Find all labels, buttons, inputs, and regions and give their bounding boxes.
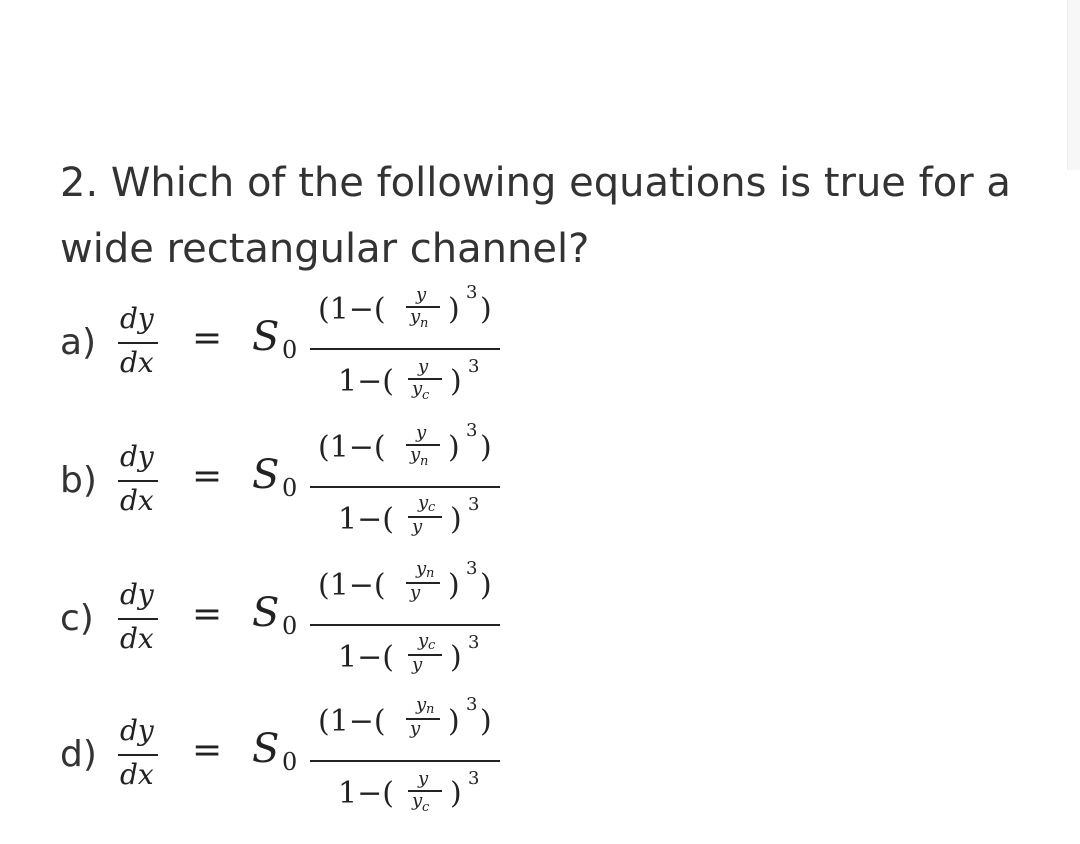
denominator-open: 1−(: [338, 502, 394, 537]
denominator-inner-bottom-sub: c: [422, 388, 430, 403]
derivative-fraction-bar: [118, 618, 158, 620]
main-fraction-bar: [310, 760, 500, 762]
numerator-end: ): [480, 568, 492, 603]
option-label: d): [60, 734, 97, 775]
denominator-close: ): [450, 776, 462, 811]
numerator-inner-top-sub: n: [426, 702, 435, 717]
denominator-inner-bottom: y: [412, 654, 423, 675]
slope-subscript: 0: [282, 612, 298, 640]
numerator-inner-bottom: y: [410, 306, 421, 327]
numerator-exponent: 3: [466, 694, 478, 715]
equals-sign: =: [192, 456, 223, 497]
main-fraction-bar: [310, 486, 500, 488]
numerator-open: (1−(: [318, 568, 386, 603]
slope-subscript: 0: [282, 336, 298, 364]
main-fraction-bar: [310, 348, 500, 350]
numerator-end: ): [480, 292, 492, 327]
numerator-exponent: 3: [466, 420, 478, 441]
denominator-close: ): [450, 640, 462, 675]
derivative-numerator: dy: [120, 440, 154, 473]
denominator-inner-top: y: [418, 630, 429, 651]
denominator-open: 1−(: [338, 776, 394, 811]
numerator-open: (1−(: [318, 704, 386, 739]
slope-subscript: 0: [282, 748, 298, 776]
denominator-open: 1−(: [338, 640, 394, 675]
derivative-numerator: dy: [120, 302, 154, 335]
denominator-exponent: 3: [468, 494, 480, 515]
numerator-close: ): [448, 292, 460, 327]
numerator-inner-top: y: [416, 422, 427, 443]
denominator-exponent: 3: [468, 356, 480, 377]
option-label: b): [60, 460, 97, 501]
derivative-denominator: dx: [120, 758, 154, 791]
equals-sign: =: [192, 730, 223, 771]
slope-subscript: 0: [282, 474, 298, 502]
derivative-fraction-bar: [118, 342, 158, 344]
numerator-inner-top-sub: n: [426, 566, 435, 581]
option-label: c): [60, 598, 94, 639]
denominator-inner-top: y: [418, 768, 429, 789]
derivative-numerator: dy: [120, 714, 154, 747]
numerator-inner-top: y: [416, 284, 427, 305]
denominator-inner-bottom: y: [412, 516, 423, 537]
numerator-close: ): [448, 568, 460, 603]
denominator-inner-top: y: [418, 492, 429, 513]
denominator-exponent: 3: [468, 768, 480, 789]
denominator-inner-top: y: [418, 356, 429, 377]
slope-symbol: S: [252, 726, 280, 772]
denominator-close: ): [450, 364, 462, 399]
numerator-inner-bottom: y: [410, 444, 421, 465]
slope-symbol: S: [252, 314, 280, 360]
denominator-exponent: 3: [468, 632, 480, 653]
denominator-inner-bottom: y: [412, 790, 423, 811]
derivative-denominator: dx: [120, 346, 154, 379]
derivative-fraction-bar: [118, 480, 158, 482]
option-label: a): [60, 322, 97, 363]
derivative-numerator: dy: [120, 578, 154, 611]
numerator-open: (1−(: [318, 292, 386, 327]
numerator-inner-bottom: y: [410, 582, 421, 603]
equals-sign: =: [192, 318, 223, 359]
denominator-close: ): [450, 502, 462, 537]
numerator-close: ): [448, 430, 460, 465]
option-d: [0, 694, 560, 834]
numerator-open: (1−(: [318, 430, 386, 465]
option-a: [0, 282, 560, 422]
numerator-inner-top: y: [416, 694, 427, 715]
equals-sign: =: [192, 594, 223, 635]
numerator-exponent: 3: [466, 282, 478, 303]
numerator-inner-bottom-sub: n: [420, 316, 429, 331]
numerator-end: ): [480, 704, 492, 739]
numerator-close: ): [448, 704, 460, 739]
denominator-inner-bottom: y: [412, 378, 423, 399]
main-fraction-bar: [310, 624, 500, 626]
denominator-open: 1−(: [338, 364, 394, 399]
option-b: [0, 420, 560, 560]
numerator-inner-top: y: [416, 558, 427, 579]
scrollbar-track[interactable]: [1067, 0, 1080, 170]
numerator-exponent: 3: [466, 558, 478, 579]
derivative-denominator: dx: [120, 484, 154, 517]
question-text: 2. Which of the following equations is true for a wide rectangular channel?: [60, 160, 1011, 272]
denominator-inner-bottom-sub: c: [422, 800, 430, 815]
numerator-inner-bottom: y: [410, 718, 421, 739]
numerator-end: ): [480, 430, 492, 465]
numerator-inner-bottom-sub: n: [420, 454, 429, 469]
derivative-denominator: dx: [120, 622, 154, 655]
option-c: [0, 558, 560, 698]
denominator-inner-top-sub: c: [428, 638, 436, 653]
slope-symbol: S: [252, 590, 280, 636]
derivative-fraction-bar: [118, 754, 158, 756]
slope-symbol: S: [252, 452, 280, 498]
denominator-inner-top-sub: c: [428, 500, 436, 515]
